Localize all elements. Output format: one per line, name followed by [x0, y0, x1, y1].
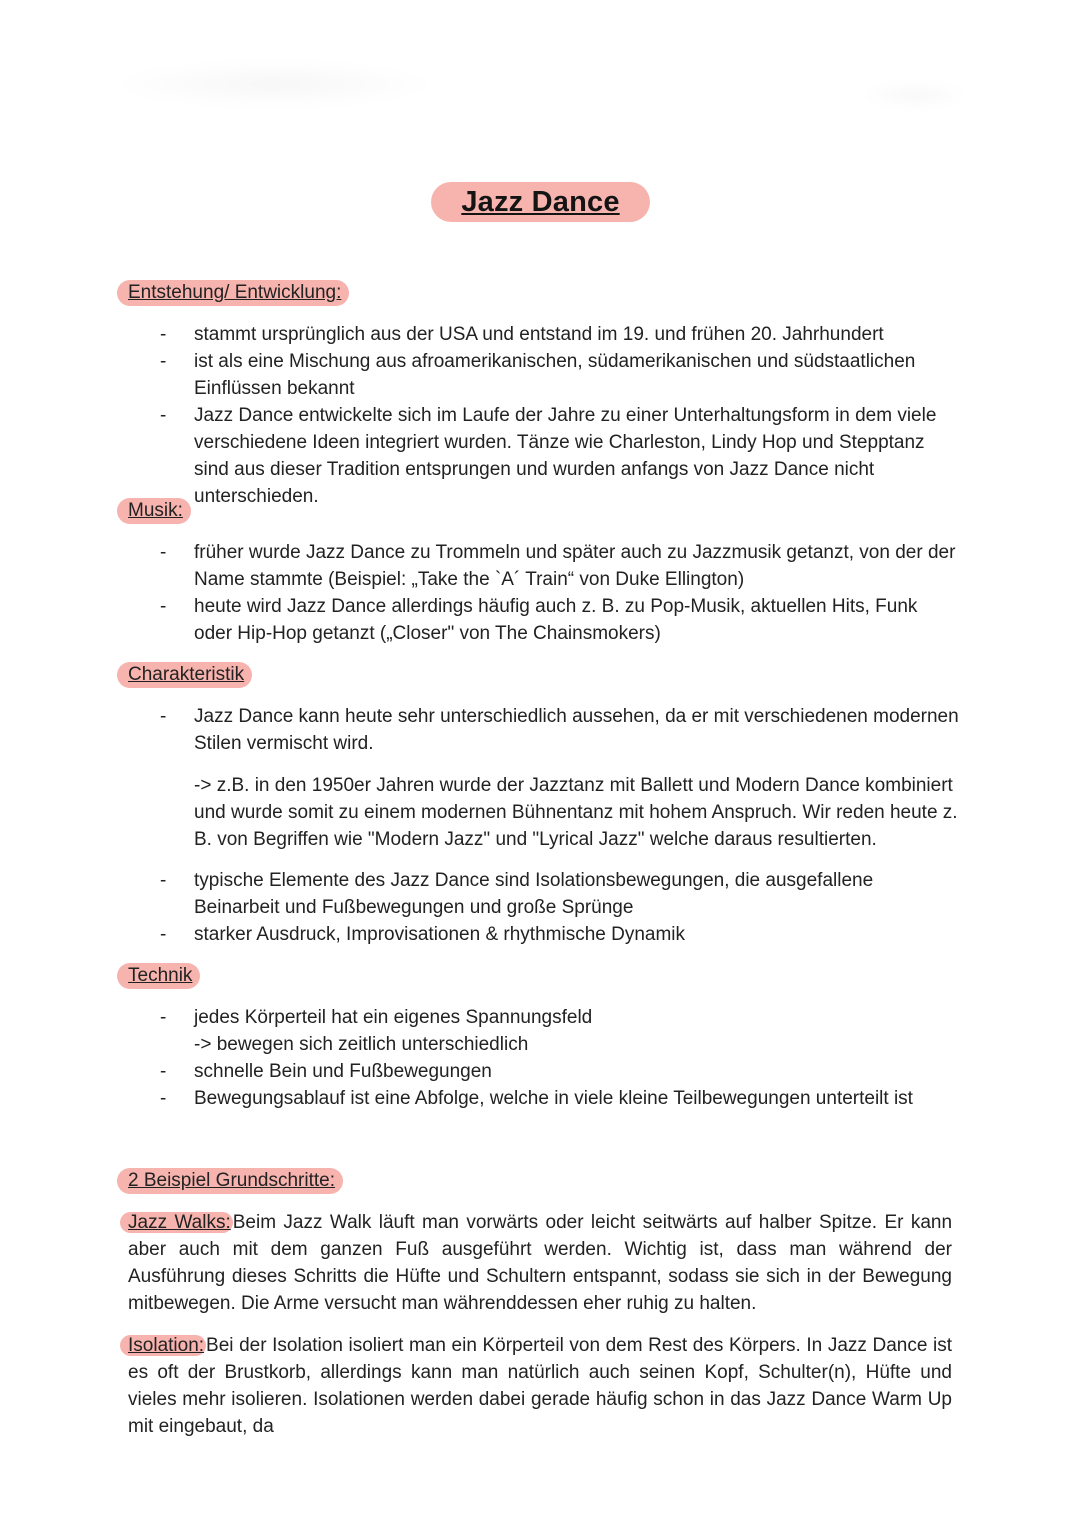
list-technik: [160, 1004, 960, 1112]
list-item-sub: -> bewegen sich zeitlich unterschiedlich: [194, 1034, 529, 1055]
heading-entstehung: Entstehung/ Entwicklung:: [117, 280, 349, 306]
page-title: Jazz Dance: [461, 185, 620, 218]
list-item: - starker Ausdruck, Improvisationen & rhythmische Dynamik: [160, 924, 686, 945]
charakteristik-note: -> z.B. in den 1950er Jahren wurde der Jazztanz mit Ballett und Modern Dance kombiniert und wurde somit zu einem modernen Bühnentanz mit hohem Anspruch. Wir reden heute z. B. von Begriffen wie "Modern Jazz" und "Lyrical Jazz" welche daraus resultierten.: [194, 775, 958, 850]
faint-header-right-scribble: [860, 82, 970, 108]
list-entstehung: [160, 321, 960, 510]
list-item: - Bewegungsablauf ist eine Abfolge, welche in viele kleine Teilbewegungen unterteilt ist: [160, 1088, 913, 1109]
faint-header-scribble: [110, 62, 440, 106]
heading-grundschritte: 2 Beispiel Grundschritte:: [117, 1168, 343, 1194]
heading-musik: Musik:: [117, 498, 191, 524]
paragraph-jazz-walks: Jazz Walks: Beim Jazz Walk läuft man vorwärts oder leicht seitwärts auf halber Spitze. Er kann aber auch mit dem ganzen Fuß ausgeführt werden. Wichtig ist, dass man während der Ausführung dieses Schritts die Hüfte und Schultern entspannt, sodass sie sich in der Bewegung mitbewegen. Die Arme versucht man währenddessen eher ruhig zu halten.: [128, 1209, 952, 1317]
list-item: - schnelle Bein und Fußbewegungen: [160, 1061, 492, 1082]
paragraph-isolation: Isolation: Bei der Isolation isoliert man ein Körperteil von dem Rest des Körpers. In Jazz Dance ist es oft der Brustkorb, allerdings kann man natürlich auch seinen Kopf, Schulter(n), Hüfte und vieles mehr isolieren. Isolationen werden dabei gerade häufig schon in das Jazz Dance Warm Up mit eingebaut, da: [128, 1332, 952, 1440]
list-item: - früher wurde Jazz Dance zu Trommeln und später auch zu Jazzmusik getanzt, von der der Name stammte (Beispiel: „Take the `A´ Train“ von Duke Ellington): [160, 542, 956, 590]
label-isolation: Isolation:: [120, 1335, 206, 1356]
list-item: - ist als eine Mischung aus afroamerikanischen, südamerikanischen und südstaatlichen Einflüssen bekannt: [160, 351, 916, 399]
list-item: - jedes Körperteil hat ein eigenes Spannungsfeld: [160, 1007, 593, 1028]
heading-charakteristik: Charakteristik: [117, 662, 252, 688]
list-item: - stammt ursprünglich aus der USA und entstand im 19. und frühen 20. Jahrhundert: [160, 324, 884, 345]
list-item: - typische Elemente des Jazz Dance sind Isolationsbewegungen, die ausgefallene Beinarbeit und Fußbewegungen und große Sprünge: [160, 870, 874, 918]
list-item: - Jazz Dance entwickelte sich im Laufe der Jahre zu einer Unterhaltungsform in dem viele verschiedene Ideen integriert wurden. Tänze wie Charleston, Lindy Hop und Stepptanz sind aus dieser Tradition entsprungen und wurden anfangs von Jazz Dance nicht unterschieden.: [160, 405, 937, 507]
title-highlight: [431, 182, 650, 222]
list-musik: [160, 539, 960, 647]
label-jazz-walks: Jazz Walks:: [120, 1212, 233, 1233]
list-item: - heute wird Jazz Dance allerdings häufig auch z. B. zu Pop-Musik, aktuellen Hits, Funk oder Hip-Hop getanzt („Closer" von The Chainsmokers): [160, 596, 918, 644]
list-item: - Jazz Dance kann heute sehr unterschiedlich aussehen, da er mit verschiedenen modernen Stilen vermischt wird.: [160, 706, 959, 754]
list-charakteristik-2: [160, 867, 960, 948]
list-charakteristik-1: [160, 703, 960, 757]
heading-technik: Technik: [117, 963, 200, 989]
